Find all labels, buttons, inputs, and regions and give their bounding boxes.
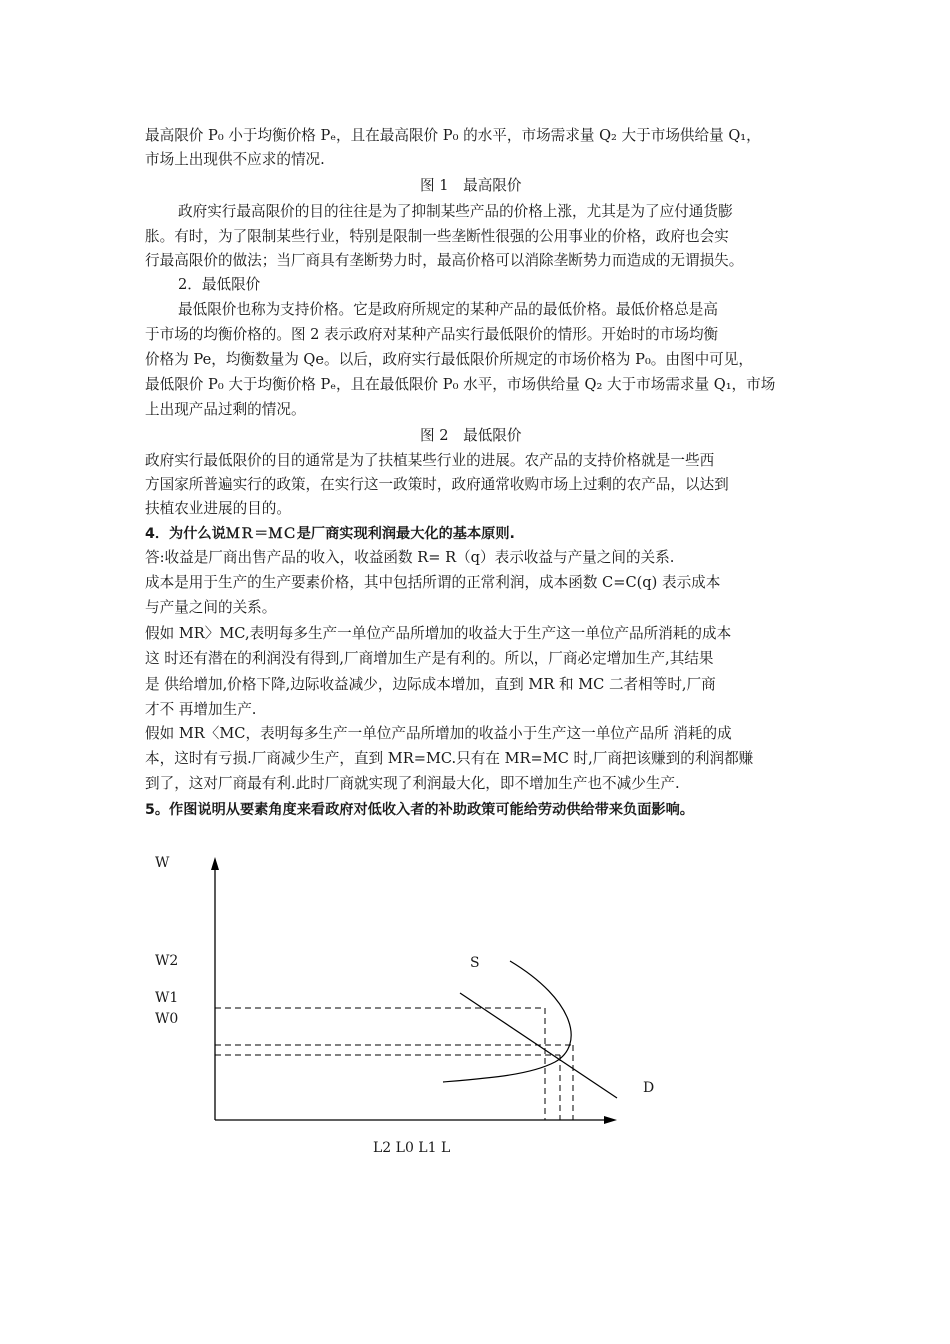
text-line: 市场上出现供不应求的情况. bbox=[145, 151, 325, 168]
answer-line: 到了，这对厂商最有利.此时厂商就实现了利润最大化，即不增加生产也不减少生产. bbox=[145, 775, 680, 792]
dashed-guides bbox=[215, 1008, 573, 1120]
answer-line: 这 时还有潜在的利润没有得到,厂商增加生产是有利的。所以，厂商必定增加生产,其结果 bbox=[145, 650, 714, 667]
sub-heading: 2．最低限价 bbox=[178, 276, 261, 293]
x-axis-labels: L2 L0 L1 L bbox=[373, 1140, 451, 1156]
text-line: 胀。有时，为了限制某些行业，特别是限制一些垄断性很强的公用事业的价格，政府也会实 bbox=[145, 228, 729, 245]
figure-caption: 图 2 最低限价 bbox=[420, 427, 522, 444]
y-axis-arrow bbox=[211, 857, 219, 870]
y-axis-label: W bbox=[155, 855, 170, 871]
answer-line: 答:收益是厂商出售产品的收入，收益函数 R= R（q）表示收益与产量之间的关系. bbox=[145, 549, 675, 566]
supply-label: S bbox=[470, 955, 480, 971]
text-line: 扶植农业进展的目的。 bbox=[145, 500, 291, 517]
text-line: 政府实行最低限价的目的通常是为了扶植某些行业的进展。农产品的支持价格就是一些西 bbox=[145, 452, 715, 469]
question-heading: 4．为什么说ＭＲ＝ＭＣ是厂商实现利润最大化的基本原则. bbox=[145, 526, 515, 542]
w1-label: W1 bbox=[155, 990, 179, 1006]
supply-curve bbox=[443, 961, 571, 1082]
question-heading: 5。作图说明从要素角度来看政府对低收入者的补助政策可能给劳动供给带来负面影响。 bbox=[145, 802, 694, 818]
text-line: 价格为 Pe，均衡数量为 Qe。以后，政府实行最低限价所规定的市场价格为 P₀。由图中可见， bbox=[145, 351, 753, 368]
text-line: 上出现产品过剩的情况。 bbox=[145, 401, 306, 418]
text-line: 方国家所普遍实行的政策，在实行这一政策时，政府通常收购市场上过剩的农产品，以达到 bbox=[145, 476, 729, 493]
answer-line: 是 供给增加,价格下降,边际收益减少，边际成本增加，直到 MR 和 MC 二者相等时,厂商 bbox=[145, 676, 716, 693]
answer-line: 本，这时有亏损.厂商减少生产，直到 MR=MC.只有在 MR=MC 时,厂商把该赚到的利润都赚 bbox=[145, 750, 754, 767]
text-line: 最低限价也称为支持价格。它是政府所规定的某种产品的最低价格。最低价格总是高 bbox=[178, 301, 718, 318]
text-line: 最低限价 P₀ 大于均衡价格 Pₑ，且在最低限价 P₀ 水平，市场供给量 Q₂ 大于市场需求量 Q₁，市场 bbox=[145, 376, 776, 393]
w2-label: W2 bbox=[155, 953, 179, 969]
answer-line: 才不 再增加生产. bbox=[145, 701, 257, 718]
figure-caption: 图 1 最高限价 bbox=[420, 177, 522, 194]
text-line: 行最高限价的做法；当厂商具有垄断势力时，最高价格可以消除垄断势力而造成的无谓损失。 bbox=[145, 252, 744, 269]
text-line: 最高限价 P₀ 小于均衡价格 Pₑ，且在最高限价 P₀ 的水平，市场需求量 Q₂ 大于市场供给量 Q₁， bbox=[145, 127, 761, 144]
w0-label: W0 bbox=[155, 1011, 179, 1027]
answer-line: 成本是用于生产的生产要素价格，其中包括所谓的正常利润，成本函数 C=C(q) 表示成本 bbox=[145, 574, 721, 591]
answer-line: 假如 MR〉MC,表明每多生产一单位产品所增加的收益大于生产这一单位产品所消耗的成本 bbox=[145, 625, 732, 642]
demand-label: D bbox=[643, 1080, 655, 1096]
x-axis-arrow bbox=[604, 1116, 617, 1124]
answer-line: 假如 MR〈MC，表明每多生产一单位产品所增加的收益小于生产这一单位产品所 消耗的成 bbox=[145, 725, 732, 742]
answer-line: 与产量之间的关系。 bbox=[145, 599, 277, 616]
text-line: 政府实行最高限价的目的往往是为了抑制某些产品的价格上涨，尤其是为了应付通货膨 bbox=[178, 203, 733, 220]
text-line: 于市场的均衡价格的。图 2 表示政府对某种产品实行最低限价的情形。开始时的市场均衡 bbox=[145, 326, 719, 343]
